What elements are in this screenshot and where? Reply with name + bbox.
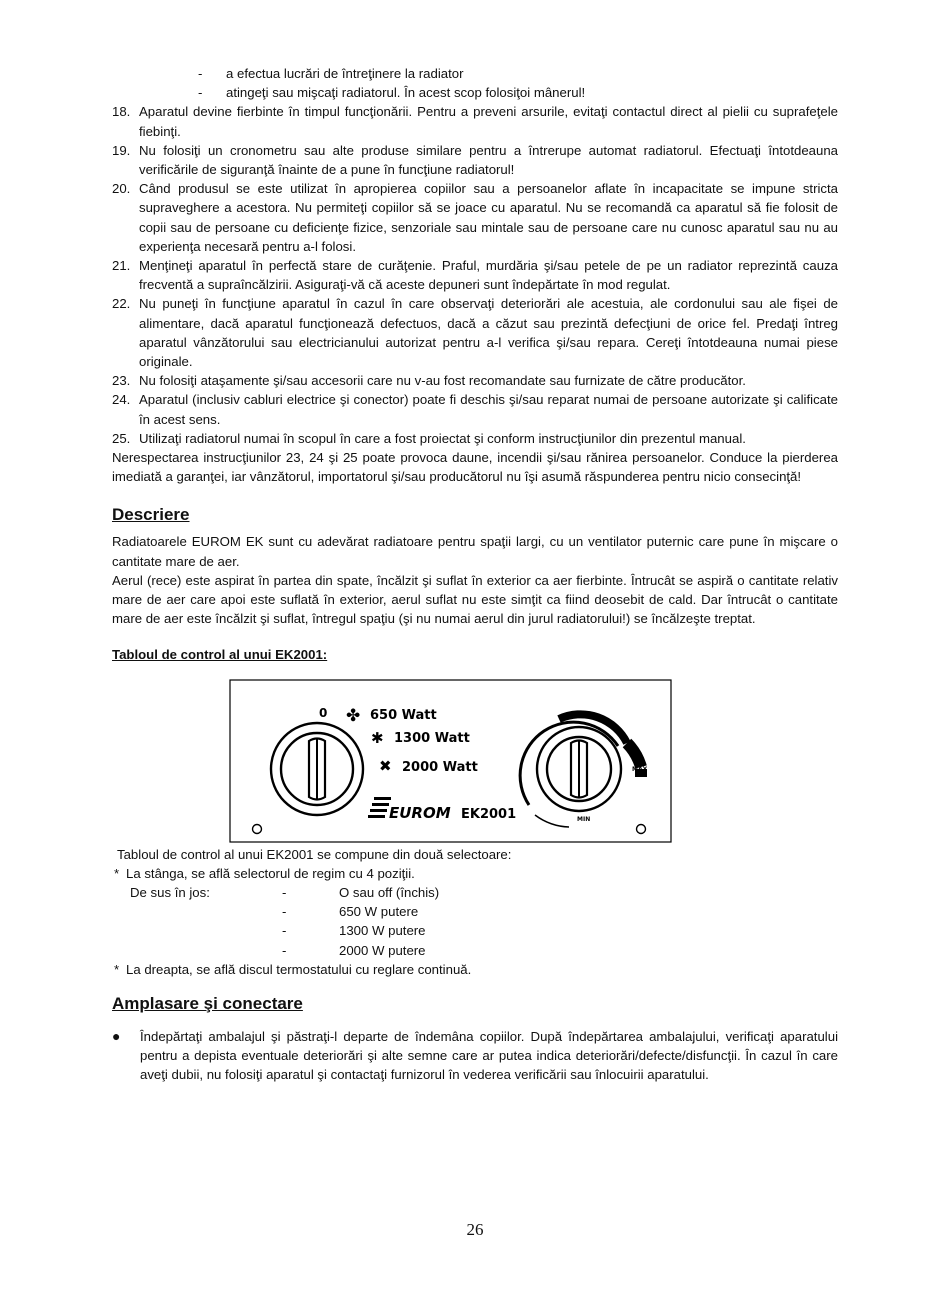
item-text: Aparatul (inclusiv cabluri electrice şi conector) poate fi deschis şi/sau reparat numai de persoane autorizate şi calificate în acest sens.: [139, 392, 838, 427]
zero-label: 0: [319, 705, 328, 720]
list-item: [112, 390, 838, 428]
item-number: 24.: [112, 392, 131, 408]
list-item: [112, 141, 838, 179]
bullet-item: [112, 1027, 838, 1085]
list-item: [112, 256, 838, 294]
item-number: 22.: [112, 296, 131, 312]
w1300-label: 1300 Watt: [394, 730, 470, 746]
dash-item: [112, 64, 838, 83]
fan-heat1-icon: ✱: [371, 728, 384, 747]
descriere-paragraph: Aerul (rece) este aspirat în partea din spate, încălzit şi suflat în exterior ca aer fierbinte. Întrucât se aspiră o cantitate relativ mare de aer care apoi este suflată în exterior, aerul suflat nu este simţit ca fiind deosebit de cald. Dar întrucât o cantitate mare de aer este încălzit şi suflat, întregul spaţiu (şi nu numai aerul din jurul radiatorului!) se încălzeşte treptat.: [112, 572, 838, 627]
list-item: [112, 102, 838, 140]
min-label: MIN: [577, 815, 591, 823]
item-text: Nu puneţi în funcţiune aparatul în cazul în care observaţi deteriorări ale acestuia, ale cordonului sau ale fişei de alimentare, dacă aparatul funcţionează defectuos, dacă a căzut sau prezintă defecţiuni de orice fel. Predaţi întreg aparatul vânzătorului sau electricianului autorizat pentru a-l verifica şi/sau repara. Cereţi întotdeauna numai piese originale.: [139, 296, 838, 370]
item-number: 18.: [112, 104, 131, 120]
item-number: 21.: [112, 258, 131, 274]
position-row: [112, 921, 838, 940]
fan-heat2-icon: ✖: [379, 756, 392, 775]
fan-small-icon: ✤: [346, 705, 361, 726]
page-number: 26: [466, 1220, 484, 1239]
page-content: [112, 64, 838, 1085]
model-label: EK2001: [461, 806, 517, 822]
dash-marker: -: [282, 942, 287, 958]
left-note-text: La stânga, se află selectorul de regim cu 4 poziţii.: [126, 865, 415, 881]
left-selector-note: [112, 864, 838, 883]
dash-item-text: atingeţi sau mişcaţi radiatorul. În acest scop folosiţoi mânerul!: [226, 85, 586, 101]
asterisk-marker: *: [114, 961, 120, 977]
list-item: [112, 371, 838, 390]
item-text: Nu folosiţi ataşamente şi/sau accesorii care nu v-au fost recomandate sau furnizate de către producător.: [139, 373, 746, 389]
item-text: Nu folosiţi un cronometru sau alte produse similare pentru a întrerupe automat radiatorul. Efectuaţi întotdeauna verificările de siguranţă înainte de a pune în funcţiune radiatorul!: [139, 142, 838, 178]
dash-marker: -: [282, 923, 287, 939]
w650-label: 650 Watt: [370, 707, 437, 723]
position-value: 2000 W putere: [339, 942, 426, 958]
asterisk-marker: *: [114, 865, 120, 881]
position-row: [112, 883, 838, 902]
position-row: [112, 941, 838, 960]
dash-item: [112, 83, 838, 102]
descriere-paragraph: Radiatoarele EUROM EK sunt cu adevărat radiatoare pentru spaţii largi, cu un ventilator puternic care pune în mişcare o cantitate mare de aer.: [112, 534, 838, 569]
position-value: O sau off (închis): [339, 885, 440, 901]
dash-marker: -: [282, 904, 287, 920]
item-text: Menţineţi aparatul în perfectă stare de curăţenie. Praful, murdăria şi/sau petele de pe un radiator reprezintă cauza frecventă a supraîncălzirii. Asiguraţi-vă că aceste depuneri sunt îndepărtate în mod regulat.: [139, 258, 838, 293]
list-item: [112, 179, 838, 256]
control-panel-drawing: [229, 679, 673, 845]
control-subheading: Tabloul de control al unui EK2001:: [112, 647, 328, 663]
position-value: 1300 W putere: [339, 923, 426, 939]
right-selector-note: [112, 960, 838, 979]
bullet-text: Îndepărtaţi ambalajul şi păstraţi-l departe de îndemâna copiilor. După îndepărtarea ambalajului, verificaţi aparatului pentru a depista eventuale deteriorări şi alte semne care ar putea indica deteriorări/defecte/disfuncţii. În cazul în care aveţi dubii, nu folosiţi aparatul şi contactaţi furnizorul în vederea verificării sau înlocuirii aparatului.: [140, 1029, 838, 1083]
positions-label: De sus în jos:: [130, 885, 210, 901]
dash-marker: -: [198, 85, 203, 101]
item-number: 25.: [112, 430, 131, 446]
section-heading-amplasare: Amplasare şi conectare: [112, 994, 303, 1014]
brand-label: EUROM: [389, 803, 451, 822]
position-row: [112, 902, 838, 921]
position-value: 650 W putere: [339, 904, 419, 920]
warning-paragraph: Nerespectarea instrucţiunilor 23, 24 şi 25 poate provoca daune, incendii şi/sau rănirea persoanelor. Conduce la pierderea imediată a garanţei, iar vânzătorul, importatorul şi/sau producătorul nu îşi asumă răspunderea pentru nicio consecinţă!: [112, 450, 838, 485]
section-heading-descriere: Descriere: [112, 505, 190, 525]
item-text: Aparatul devine fierbinte în timpul funcţionării. Pentru a preveni arsurile, evitaţi contactul direct al pielii cu suprafeţele fiebinţi.: [139, 104, 838, 139]
item-text: Utilizaţi radiatorul numai în scopul în care a fost proiectat şi conform instrucţiunilor din prezentul manual.: [139, 430, 746, 446]
item-number: 20.: [112, 181, 131, 197]
bullet-marker: ●: [112, 1028, 121, 1045]
w2000-label: 2000 Watt: [402, 759, 478, 775]
control-panel-figure: [229, 679, 673, 845]
dash-item-text: a efectua lucrări de întreţinere la radiator: [226, 66, 464, 81]
max-label: MAX: [632, 765, 648, 773]
control-caption: Tabloul de control al unui EK2001 se compune din două selectoare:: [117, 846, 512, 862]
item-number: 19.: [112, 142, 131, 158]
dash-marker: -: [282, 885, 287, 901]
right-note-text: La dreapta, se află discul termostatului cu reglare continuă.: [126, 961, 472, 977]
list-item: [112, 429, 838, 448]
list-item: [112, 294, 838, 371]
item-text: Când produsul se este utilizat în apropierea copiilor sau a persoanelor aflate în incapacitate se impune stricta supraveghere a acestora. Nu permiteţi copiilor să se joace cu aparatul. Nu se recomandă ca aparatul să fie folosit de copii sau de persoane cu deficienţe fizice, senzoriale sau mintale sau de persoane care nu cunosc aparatul sau nu au experienţa necesară pentru a-l folosi.: [139, 181, 838, 254]
dash-marker: -: [198, 66, 203, 81]
item-number: 23.: [112, 373, 131, 389]
